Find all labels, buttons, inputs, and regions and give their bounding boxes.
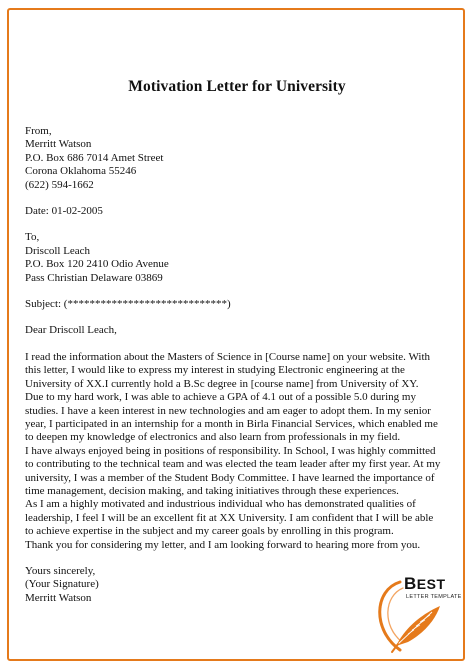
logo-best-rest: EST [416,576,446,592]
sign-off: Yours sincerely, [25,564,96,577]
closing-name: Merritt Watson [25,591,92,604]
body-line: Thank you for considering my letter, and I am looking forward to hearing more from you. [25,538,421,551]
body-line: university, I was a member of the Student Body Committee. I have learned the importance of [25,471,435,484]
body-line: year, I participated in an internship for a month in Birla Financial Services, which enabled me [25,417,438,430]
body-line: to deepen my knowledge of electronics and also learn from professionals in my field. [25,431,401,444]
body-line: to achieve expertise in the subject and my career goals by enrolling in this program. [25,525,394,538]
body-line: I read the information about the Masters of Science in [Course name] on your website. With [25,350,431,363]
body-line: to contributing to the technical team and was elected the team leader after my first year. At my [25,458,441,471]
recipient-address-1: P.O. Box 120 2410 Odio Avenue [25,258,169,271]
body-line: I have always enjoyed being in positions of responsibility. In School, I was highly committed [25,444,436,457]
logo-best-initial: B [404,574,417,593]
salutation: Dear Driscoll Leach, [25,324,117,337]
recipient-address-2: Pass Christian Delaware 03869 [25,271,163,284]
recipient-block [25,231,453,285]
body-line: Due to my hard work, I was able to achieve a GPA of 4.1 out of a possible 5.0 during my [25,391,416,404]
body-line: time management, decision making, and taking initiatives through these experiences. [25,484,399,497]
letter-title: Motivation Letter for University [128,78,346,95]
sender-phone: (622) 594-1662 [25,178,94,191]
sender-block [25,125,453,192]
recipient-label: To, [25,231,40,244]
sender-address-2: Corona Oklahoma 55246 [25,165,137,178]
letter-date: Date: 01-02-2005 [25,205,103,218]
sender-label: From, [25,125,52,137]
letter-body [25,351,453,552]
best-letter-template-logo [370,572,462,656]
signature-placeholder: (Your Signature) [25,578,99,591]
recipient-name: Driscoll Leach [25,244,91,257]
body-line: this letter, I would like to express my interest in studying Electronic engineering at the [25,364,405,377]
sender-address-1: P.O. Box 686 7014 Amet Street [25,151,164,164]
logo-subtitle: LETTER TEMPLATE [406,594,462,600]
sender-name: Merritt Watson [25,138,92,151]
letter-content [25,78,453,605]
body-line: University of XX.I currently hold a B.Sc degree in [course name] from University of XY. [25,377,419,390]
logo-best-text [404,574,446,594]
letter-subject: Subject: (*****************************) [25,298,231,311]
body-line: leadership, I feel I will be an excellent fit at XX University. I am confident that I will be able [25,511,434,524]
body-line: As I am a highly motivated and industrious individual who has demonstrated qualities of [25,498,416,511]
body-line: studies. I have a keen interest in new technologies and am eager to adopt them. In my senior [25,404,431,417]
